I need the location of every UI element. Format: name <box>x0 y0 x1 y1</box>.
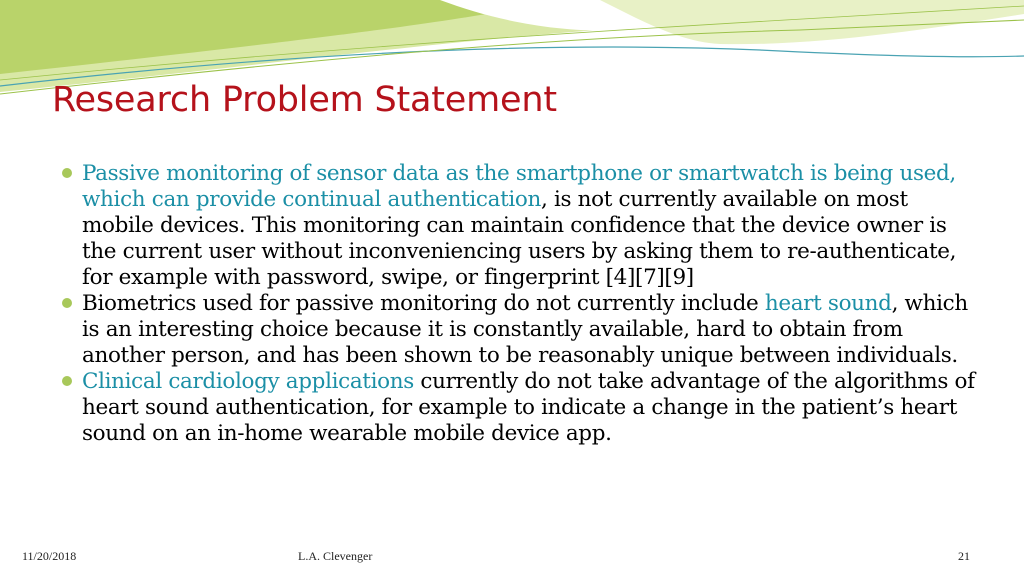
bullet-highlight-text: Clinical cardiology applications <box>82 369 414 394</box>
bullet-item <box>58 161 978 291</box>
bullet-text: Biometrics used for passive monitoring do not currently include <box>82 291 765 316</box>
bullet-text: currently do not take advantage of the algorithms of heart sound authentication, for example to indicate a change in the patient’s heart sound on an in-home wearable mobile device app. <box>82 369 975 446</box>
bullet-text: , which is an interesting choice because it is constantly available, hard to obtain from another person, and has been shown to be reasonably unique between individuals. <box>82 291 968 368</box>
wave-band-pale <box>600 0 1024 44</box>
slide-title: Research Problem Statement <box>52 80 557 120</box>
footer-page-number: 21 <box>958 549 970 563</box>
bullet-item <box>58 369 978 447</box>
bullet-highlight-text: heart sound <box>764 291 892 316</box>
footer-author: L.A. Clevenger <box>298 549 373 563</box>
bullet-icon <box>62 376 72 386</box>
bullet-item <box>58 291 978 369</box>
bullet-icon <box>62 168 72 178</box>
bullet-text: , is not currently available on most mobile devices. This monitoring can maintain confidence that the device owner is the current user without inconveniencing users by asking them to re-authenticate, for example with password, swipe, or fingerprint [4][7][9] <box>82 187 957 290</box>
bullet-highlight-text: Passive monitoring of sensor data as the smartphone or smartwatch is being used, which can provide continual authentication <box>82 161 956 212</box>
footer-date: 11/20/2018 <box>22 549 77 563</box>
bullet-list <box>58 161 978 447</box>
bullet-icon <box>62 298 72 308</box>
